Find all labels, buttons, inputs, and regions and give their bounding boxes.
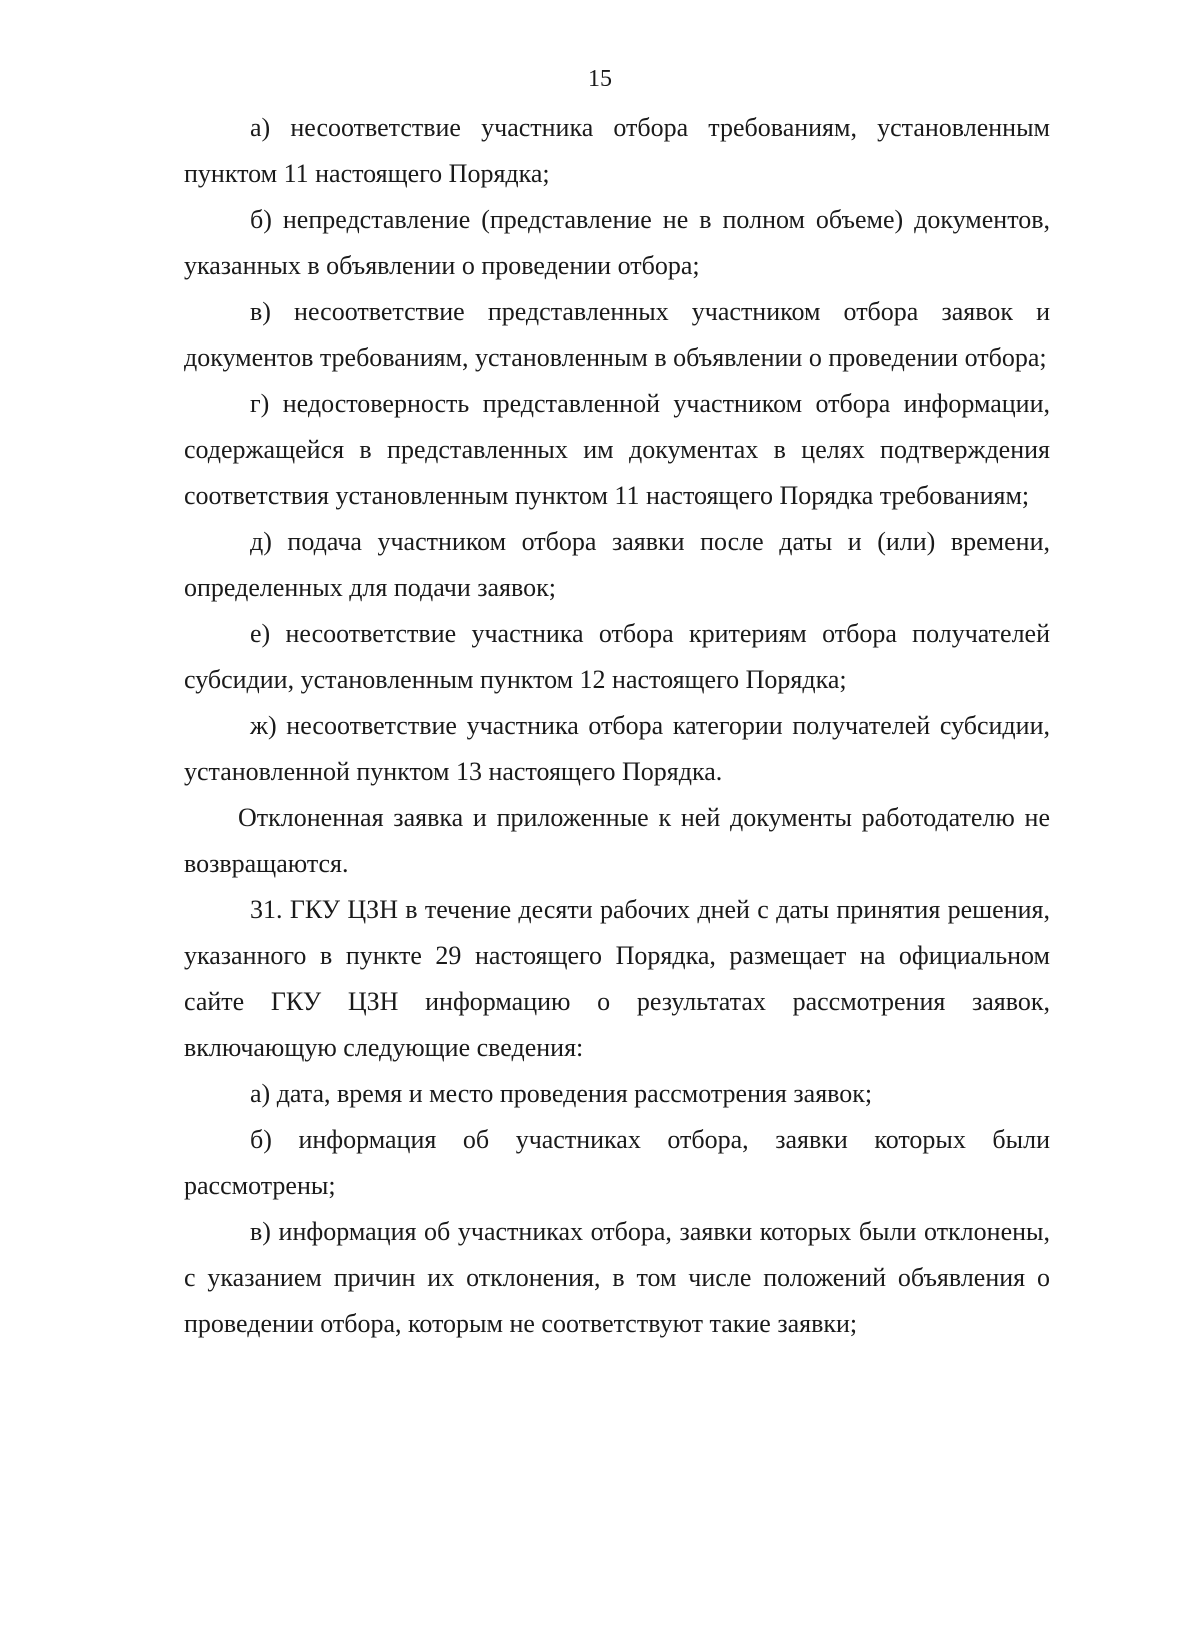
paragraph-e-criteria: е) несоответствие участника отбора критериям отбора получателей субсидии, установленным пунктом 12 настоящего Порядка; bbox=[184, 619, 1050, 694]
paragraph-zh-category: ж) несоответствие участника отбора категории получателей субсидии, установленной пунктом 13 настоящего Порядка. bbox=[184, 711, 1050, 786]
paragraph-a-date-place: а) дата, время и место проведения рассмотрения заявок; bbox=[250, 1079, 873, 1108]
paragraph-v-applications: в) несоответствие представленных участником отбора заявок и документов требованиям, установленным в объявлении о проведении отбора; bbox=[184, 297, 1050, 372]
paragraph-d-late-submission: д) подача участником отбора заявки после даты и (или) времени, определенных для подачи заявок; bbox=[184, 527, 1050, 602]
document-body bbox=[184, 105, 1050, 1347]
paragraph-g-unreliability: г) недостоверность представленной участником отбора информации, содержащейся в представленных им документах в целях подтверждения соответствия установленным пунктом 11 настоящего Порядка требованиям; bbox=[184, 389, 1050, 510]
paragraph-v-rejected: в) информация об участниках отбора, заявки которых были отклонены, с указанием причин их отклонения, в том числе положений объявления о проведении отбора, которым не соответствуют такие заявки; bbox=[184, 1217, 1050, 1338]
paragraph-rejected-not-returned: Отклоненная заявка и приложенные к ней документы работодателю не возвращаются. bbox=[184, 803, 1050, 878]
page-number: 15 bbox=[588, 66, 612, 92]
paragraph-b-considered: б) информация об участниках отбора, заявки которых были рассмотрены; bbox=[184, 1125, 1050, 1200]
paragraph-31-publication: 31. ГКУ ЦЗН в течение десяти рабочих дней с даты принятия решения, указанного в пункте 29 настоящего Порядка, размещает на официальном сайте ГКУ ЦЗН информацию о результатах рассмотрения заявок, включающую следующие сведения: bbox=[184, 895, 1050, 1062]
paragraph-a-requirements: а) несоответствие участника отбора требованиям, установленным пунктом 11 настоящего Порядка; bbox=[184, 113, 1050, 188]
paragraph-b-documents: б) непредставление (представление не в полном объеме) документов, указанных в объявлении о проведении отбора; bbox=[184, 205, 1050, 280]
